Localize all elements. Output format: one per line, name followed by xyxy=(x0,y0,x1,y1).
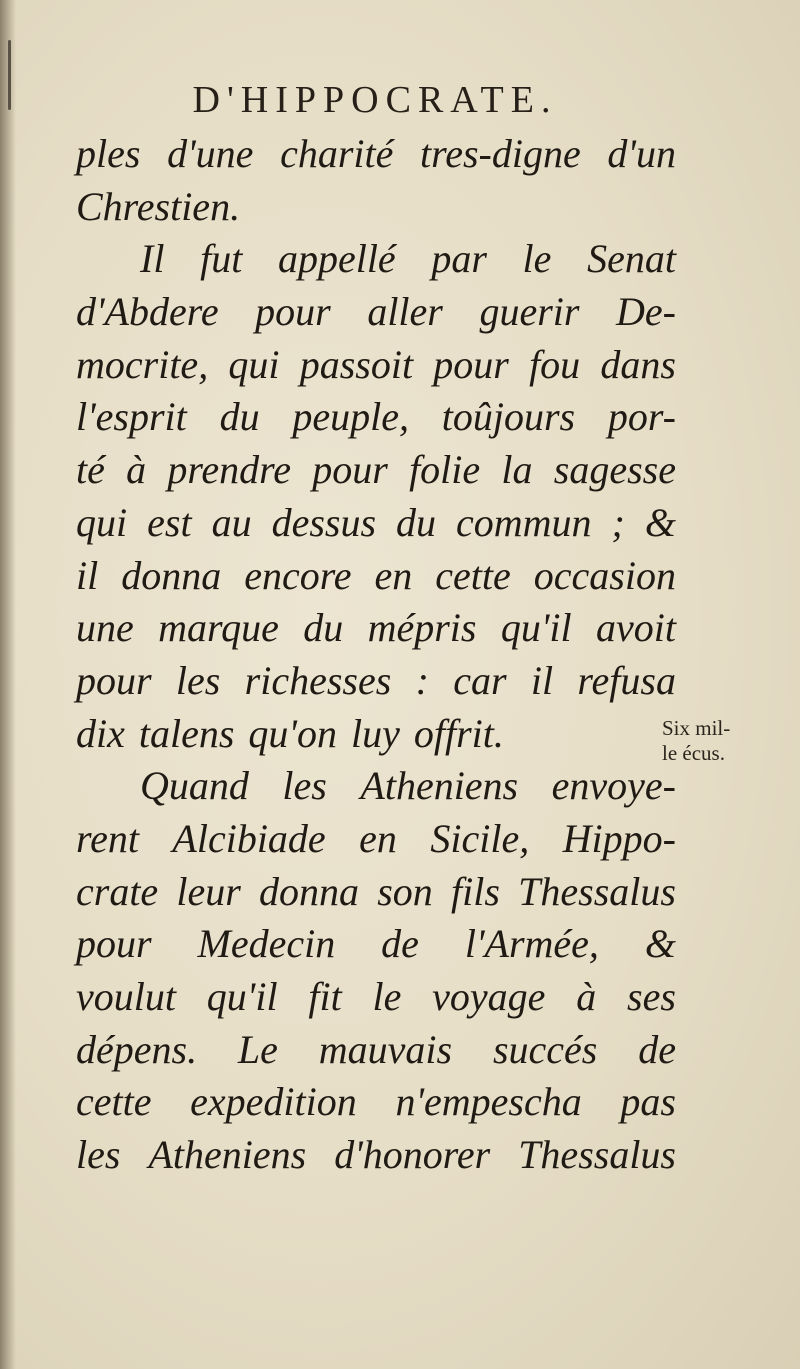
word: Atheniens xyxy=(148,1132,307,1178)
word: marque xyxy=(158,605,279,651)
word: en xyxy=(359,815,397,861)
word: encore xyxy=(244,552,352,598)
word: d'un xyxy=(607,131,676,176)
margin-note-line: Six mil- xyxy=(662,716,731,740)
margin-note xyxy=(662,716,772,766)
text-line xyxy=(76,233,676,286)
word: por- xyxy=(607,394,676,440)
word: les xyxy=(282,763,327,809)
text-line: dix talens qu'on luy offrit. xyxy=(76,710,504,756)
word: au xyxy=(211,499,252,545)
word: car xyxy=(453,657,507,703)
page-gutter xyxy=(0,0,16,1369)
word: envoye- xyxy=(551,763,676,809)
word: succés xyxy=(492,1026,598,1072)
text-line: Chrestien. xyxy=(76,183,241,229)
word: le xyxy=(522,236,552,282)
text-line xyxy=(76,760,676,813)
word: voyage xyxy=(432,974,546,1019)
word: en xyxy=(374,552,413,598)
word: crate xyxy=(76,868,159,914)
text-line xyxy=(76,1076,676,1129)
word: fit xyxy=(308,974,342,1019)
text-line xyxy=(76,813,676,866)
word: pour xyxy=(255,289,331,335)
margin-note-line: le écus. xyxy=(662,741,725,765)
word: refusa xyxy=(577,657,676,703)
word: De- xyxy=(616,289,676,335)
word: l'Armée, xyxy=(464,921,599,967)
word: fut xyxy=(200,236,243,282)
word: dessus xyxy=(271,499,377,545)
word: & xyxy=(644,921,676,967)
word: appellé xyxy=(277,236,396,282)
word: occasion xyxy=(533,552,676,598)
word: les xyxy=(175,657,221,703)
text-line xyxy=(76,550,676,603)
binding-mark xyxy=(8,40,11,110)
word: dépens. xyxy=(76,1026,198,1072)
word: Thessalus xyxy=(518,868,676,914)
text-line xyxy=(76,339,676,392)
word: Quand xyxy=(140,763,249,809)
word: pour xyxy=(433,341,509,387)
word: prendre xyxy=(167,447,292,493)
word: ses xyxy=(627,974,676,1019)
word: Thessalus xyxy=(518,1132,676,1178)
word: d'honorer xyxy=(334,1132,491,1178)
word: Sicile, xyxy=(430,815,530,861)
word: qui xyxy=(76,499,128,545)
word: il xyxy=(76,552,99,598)
word: : xyxy=(415,657,429,703)
word: rent xyxy=(76,815,139,861)
word: n'empescha xyxy=(395,1079,582,1125)
word: folie xyxy=(409,447,481,493)
text-line xyxy=(76,497,676,550)
word: est xyxy=(147,499,192,545)
text-line xyxy=(76,971,676,1024)
word: de xyxy=(381,921,419,967)
word: du xyxy=(303,605,344,651)
word: Le xyxy=(237,1026,278,1072)
word: pour xyxy=(76,657,152,703)
word: qu'il xyxy=(500,605,572,651)
word: il xyxy=(530,657,554,703)
word: tres-digne xyxy=(420,131,581,176)
word: donna xyxy=(259,868,360,914)
word: mauvais xyxy=(318,1026,453,1072)
text-line xyxy=(76,866,676,919)
word: du xyxy=(396,499,437,545)
word: à xyxy=(576,974,597,1019)
word: l'esprit xyxy=(76,394,187,440)
text-line xyxy=(76,602,676,655)
running-head: D'HIPPOCRATE. xyxy=(192,79,558,121)
word: & xyxy=(644,499,676,545)
word: une xyxy=(76,605,134,651)
word: cette xyxy=(76,1079,152,1125)
word: de xyxy=(638,1026,676,1072)
word: toûjours xyxy=(441,394,576,440)
word: la xyxy=(501,447,533,493)
word: passoit xyxy=(299,341,414,387)
word: peuple, xyxy=(292,394,409,440)
word: qui xyxy=(228,341,280,387)
word: richesses xyxy=(244,657,392,703)
text-line xyxy=(76,655,676,708)
word: donna xyxy=(121,552,222,598)
word: par xyxy=(431,236,487,282)
word: les xyxy=(76,1132,121,1178)
word: Alcibiade xyxy=(172,815,326,861)
word: qu'il xyxy=(206,974,278,1019)
text-line xyxy=(76,1129,676,1182)
text-line xyxy=(76,444,676,497)
word: dans xyxy=(600,341,676,387)
word: fou xyxy=(529,341,581,387)
text-line xyxy=(76,128,676,181)
word: expedition xyxy=(190,1079,357,1125)
text-line xyxy=(76,391,676,444)
word: à xyxy=(126,447,147,493)
word: d'Abdere xyxy=(76,289,219,335)
text-line xyxy=(76,1024,676,1077)
word: fils xyxy=(451,868,500,914)
word: leur xyxy=(176,868,241,914)
word: cette xyxy=(435,552,511,598)
body-text xyxy=(76,128,676,1182)
word: Medecin xyxy=(197,921,336,967)
word: pour xyxy=(76,921,152,967)
word: Hippo- xyxy=(562,815,676,861)
word: aller xyxy=(367,289,443,335)
word: commun xyxy=(456,499,592,545)
text-line xyxy=(76,918,676,971)
word: té xyxy=(76,447,105,493)
word: avoit xyxy=(595,605,676,651)
word: Senat xyxy=(587,236,676,282)
word: ; xyxy=(611,499,625,545)
word: sagesse xyxy=(553,447,676,493)
word: d'une xyxy=(167,131,254,176)
text-line xyxy=(76,286,676,339)
word: voulut xyxy=(76,974,176,1019)
word: Il xyxy=(140,236,165,282)
word: pour xyxy=(312,447,388,493)
word: mocrite, xyxy=(76,341,209,387)
word: pas xyxy=(620,1079,676,1125)
word: son xyxy=(377,868,433,914)
word: guerir xyxy=(479,289,580,335)
word: charité xyxy=(280,131,394,176)
word: Atheniens xyxy=(360,763,519,809)
word: du xyxy=(219,394,260,440)
word: ples xyxy=(76,131,141,176)
word: mépris xyxy=(367,605,477,651)
word: le xyxy=(372,974,402,1019)
